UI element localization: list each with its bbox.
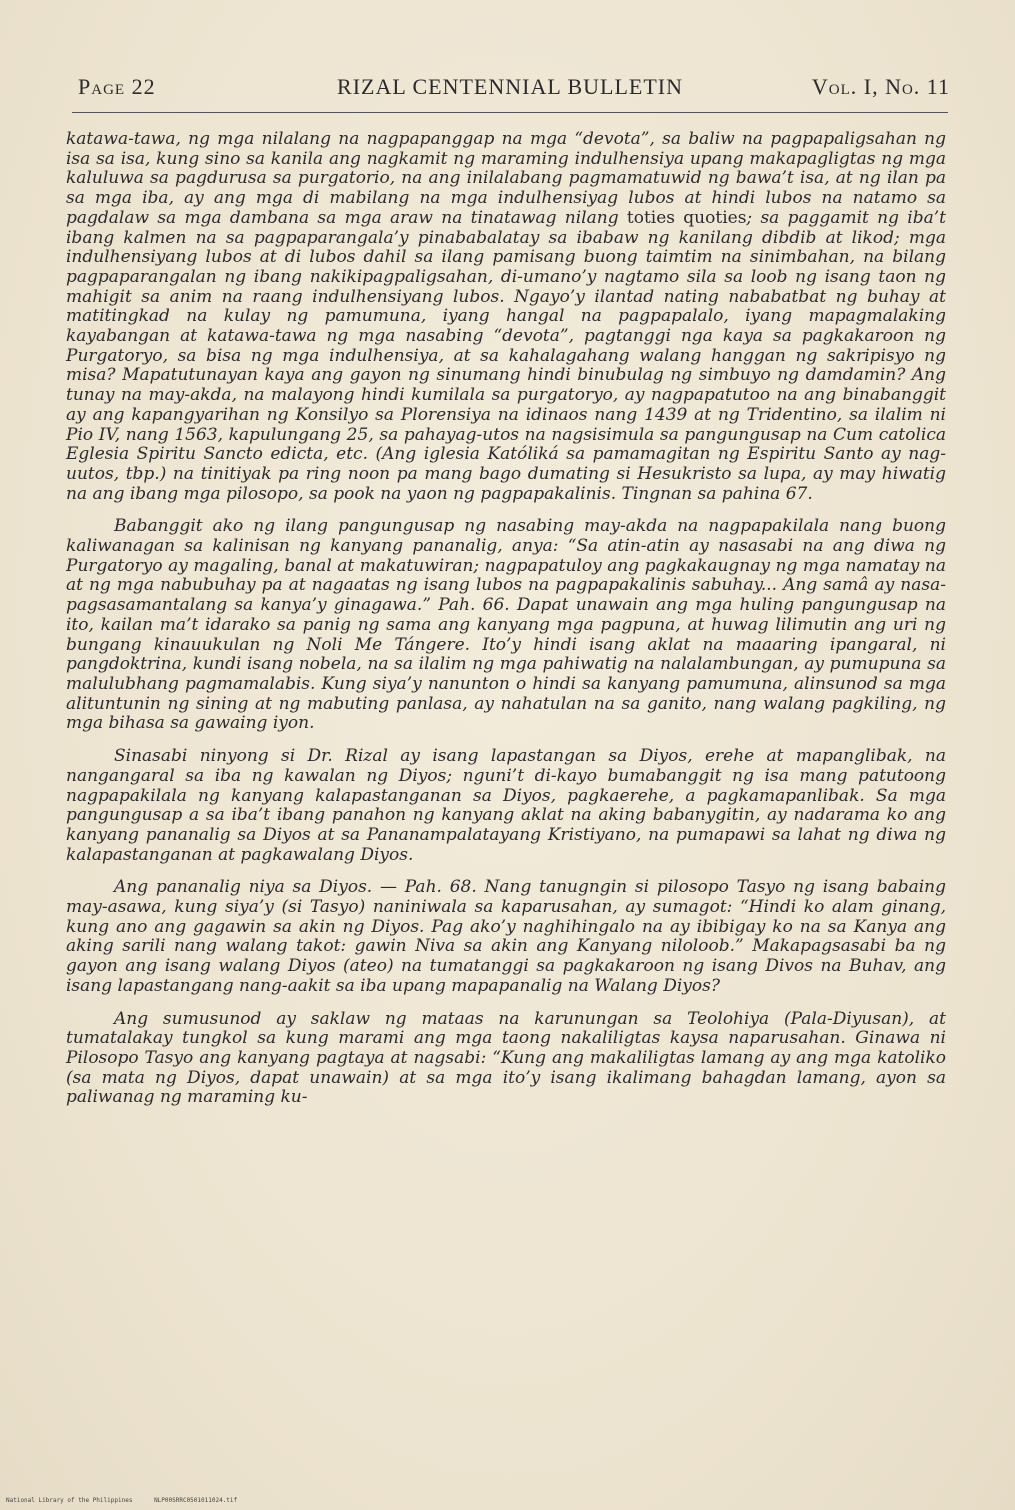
scan-filename: NLP00SRRC0501011024.tif xyxy=(154,1497,238,1504)
paragraph-3: Sinasabi ninyong si Dr. Rizal ay isang lapastangan sa Diyos, erehe at mapanglibak, na nangangaral sa iba ng kawalan ng Diyos; nguni’t di-kayo bumabanggit ng isa mang patutoong nagpapakilala ng kanyang kalapastanganan sa Diyos, pagkaerehe, a pagkamapanlibak. Sa mga pangungusap a sa iba’t ibang panahon ng kanyang aklat na aking babanygitin, ay nadarama ko ang kanyang pananalig sa Diyos at sa Pananampalatayang Kristiyano, na pumapawi sa lahat ng diwa ng kalapastanganan at pagkawalang Diyos. xyxy=(66,746,946,865)
bulletin-title: RIZAL CENTENNIAL BULLETIN xyxy=(337,74,683,99)
scan-footer xyxy=(6,1497,255,1504)
paragraph-4: Ang pananalig niya sa Diyos. — Pah. 68. Nang tanugngin si pilosopo Tasyo ng isang babaing may-asawa, kung siya’y (si Tasyo) naniniwala sa kaparusahan, ay sumagot: “Hindi ko alam ginang, kung ano ang gagawin sa akin ng Diyos. Pag ako’y naghihingalo na ay ibibigay ko na sa Kanya ang aking sarili nang walang takot: gawin Niva sa akin ang Kanyang niloloob.” Makapagsasabi ba ng gayon ang isang walang Diyos (ateo) na tumatanggi sa pagkakaroon ng isang Divos na Buhav, ang isang lapastangang nang-aakit sa iba upang mapapanalig na Walang Diyos? xyxy=(66,877,946,996)
paragraph-2: Babanggit ako ng ilang pangungusap ng nasabing may-akda na nagpapakilala nang buong kaliwanagan sa kalinisan ng kanyang pananalig, anya: “Sa atin-atin ay nasasabi na ang diwa ng Purgatoryo ay magaling, banal at makatuwiran; nagpapatuloy ang pagkakaugnay ng mga namatay na at ng mga nabubuhay pa at nagaatas ng isang lubos na pagpapakalinis sabuhay... Ang samâ ay nasa-pagsasamantalang sa kanya’y ginagawa.” Pah. 66. Dapat unawain ang mga huling pangungusap na ito, kailan ma’t idarako sa panig ng sama ang kanyang mga pagpuna, at huwag lilimutin ang uri ng bungang kinauukulan ng Noli Me Tángere. Ito’y hindi isang aklat na maaaring ipangaral, ni pangdoktrina, kundi isang nobela, na sa ilalim ng mga pahiwatig na nalalambungan, ay pumupuna sa malulubhang pagmamalabis. Kung siya’y nanunton o hindi sa kanyang pamumuna, alinsunod sa mga alituntunin ng sining at ng mabuting panlasa, ay nahatulan na sa ganito, nang walang pagkiling, ng mga bihasa sa gawaing iyon. xyxy=(66,516,946,734)
paragraph-5: Ang sumusunod ay saklaw ng mataas na karunungan sa Teolohiya (Pala-Diyusan), at tumatalakay tungkol sa kung marami ang mga taong nakaliligtas kaysa naparusahan. Ginawa ni Pilosopo Tasyo ang kanyang pagtaya at nagsabi: “Kung ang makaliligtas lamang ay ang mga katoliko (sa mata ng Diyos, dapat unawain) at sa mga ito’y isang ikalimang bahagdan lamang, ayon sa paliwanag ng maraming ku- xyxy=(66,1008,946,1108)
header-rule xyxy=(72,112,948,113)
library-credit: National Library of the Philippines xyxy=(6,1497,133,1504)
paragraph-1: katawa-tawa, ng mga nilalang na nagpapanggap na mga “devota”, sa baliw na pagpapaligsahan ng isa sa isa, kung sino sa kanila ang nagkamit ng maraming indulhensiya upang makapagligtas ng mga kaluluwa sa pagdurusa sa purgatorio, na ang inilalabang pagmamatuwid ng bawa’t isa, at ng ilan pa sa mga iba, ay ang mga di mabilang na mga indulhensiyag lubos at hindi lubos na natamo sa pagdalaw sa mga dambana sa mga araw na tinatawag nilang toties quoties; sa paggamit ng iba’t ibang kalmen na sa pagpaparangala’y pinababalatay sa ibabaw ng kanilang dibdib at likod; mga indulhensiyang lubos at di lubos dahil sa ilang pamisang buong taimtim na sinimbahan, na bilang pagpaparangalan ng ibang nakikipagpaligsahan, di-umano’y nagtamo sila sa loob ng isang taon ng mahigit sa anim na raang indulhensiyang lubos. Ngayo’y ilantad nating nababatbat ng buhay at matitingkad na kulay ng pamumuna, iyang hangal na pagpapalalo, iyang mapagmalaking kayabangan at katawa-tawa ng mga nasabing “devota”, pagtanggi nga kaya sa pagkakaroon ng Purgatoryo, sa bisa ng mga indulhensiya, at sa kahalagahang walang hanggan ng sakripisyo ng misa? Mapatutunayan kaya ang gayon ng sinumang hindi binubulag ng simbuyo ng damdamin? Ang tunay na may-akda, na malayong hindi kumilala sa purgatoryo, ay nagpapatutoo na ang binabanggit ay ang kapangyarihan ng Konsilyo sa Plorensiya na idinaos nang 1439 at ng Tridentino, sa ilalim ni Pio IV, nang 1563, kapulungang 25, sa pahayag-utos na nagsisimula sa pangungusap na Cum catolica Eglesia Spiritu Sancto edicta, etc. (Ang iglesia Katóliká sa pamamagitan ng Espiritu Santo ay nag-uutos, tbp.) na tinitiyak pa ring noon pa mang bago dumating si Hesukristo sa lupa, ay may hiwatig na ang ibang mga pilosopo, sa pook na yaon ng pagpapakalinis. Tingnan sa pahina 67. xyxy=(66,129,946,504)
running-header xyxy=(70,74,950,104)
article-body xyxy=(66,130,946,1121)
volume-issue: Vol. I, No. 11 xyxy=(811,74,950,99)
page-number: Page 22 xyxy=(78,74,156,99)
